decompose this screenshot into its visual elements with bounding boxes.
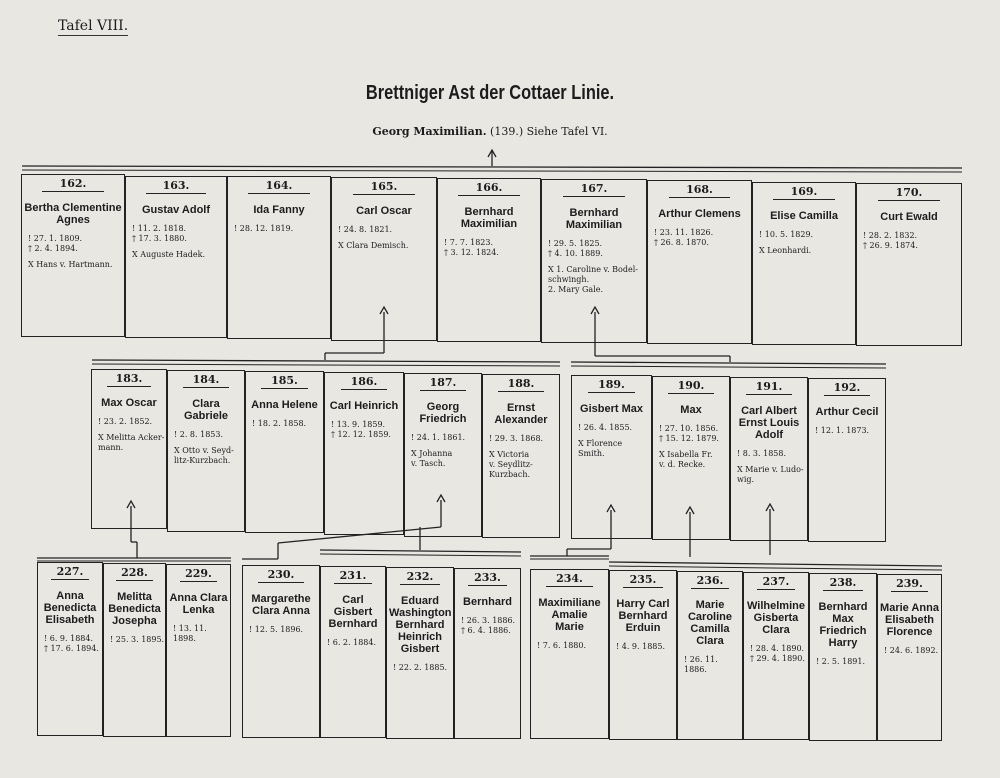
- life-date: ! 13. 11. 1898.: [173, 624, 207, 643]
- person-name: Melitta Benedicta Josepha: [108, 591, 161, 627]
- life-date: † 4. 10. 1889.: [548, 249, 603, 258]
- person-name: Max Oscar: [101, 397, 157, 409]
- person-box: [541, 179, 647, 343]
- person-number: 168.: [669, 183, 731, 198]
- person-box: [404, 373, 482, 537]
- life-date: ! 12. 1. 1873.: [815, 426, 870, 435]
- person-number: 189.: [588, 378, 635, 393]
- person-name: Anna Helene: [251, 399, 318, 411]
- life-date: † 2. 4. 1894.: [28, 244, 78, 253]
- person-number: 239.: [891, 577, 929, 592]
- person-box: [856, 183, 962, 346]
- person-number: 162.: [42, 177, 103, 192]
- person-box: [482, 374, 560, 538]
- person-box: [743, 572, 809, 740]
- person-box: [530, 569, 609, 739]
- person-number: 188.: [498, 377, 544, 392]
- person-number: 235.: [623, 573, 663, 588]
- life-date: † 3. 12. 1824.: [444, 248, 499, 257]
- marriage-note: X Auguste Hadek.: [132, 250, 206, 259]
- person-name: Ernst Alexander: [494, 402, 548, 426]
- person-name: Max: [680, 404, 702, 416]
- marriage-note: X Johanna v. Tasch.: [411, 449, 453, 468]
- person-box: [245, 371, 324, 533]
- life-date: ! 12. 5. 1896.: [249, 625, 304, 634]
- person-name: Maximiliane Amalie Marie: [538, 597, 601, 633]
- person-name: Wilhelmine Gisberta Clara: [747, 600, 805, 636]
- person-name: Arthur Cecil: [815, 406, 879, 418]
- life-date: † 29. 4. 1890.: [750, 654, 805, 663]
- plate-label: Tafel VIII.: [58, 18, 129, 34]
- person-name: Elise Camilla: [770, 210, 838, 222]
- person-name: Bertha Clementine Agnes: [24, 202, 122, 226]
- root-name: Georg Maximilian.: [372, 125, 487, 138]
- person-number: 166.: [458, 181, 519, 196]
- person-number: 183.: [107, 372, 151, 387]
- person-box: [21, 174, 125, 337]
- person-box: [320, 566, 386, 738]
- life-date: ! 29. 3. 1868.: [489, 434, 544, 443]
- person-name: Marie Caroline Camilla Clara: [687, 599, 732, 647]
- life-date: ! 24. 1. 1861.: [411, 433, 466, 442]
- person-number: 236.: [691, 574, 729, 589]
- person-number: 230.: [258, 568, 304, 583]
- person-name: Eduard Washington Bernhard Heinrich Gisbert: [389, 595, 452, 655]
- connector-line: [22, 170, 962, 172]
- life-date: ! 26. 4. 1855.: [578, 423, 633, 432]
- person-name: Georg Friedrich: [419, 401, 467, 425]
- page-title: Brettniger Ast der Cottaer Linie.: [365, 82, 615, 104]
- person-name: Bernhard Maximilian: [565, 207, 623, 231]
- marriage-note: X Melitta Acker- mann.: [98, 433, 165, 452]
- life-date: ! 24. 8. 1821.: [338, 225, 393, 234]
- person-number: 227.: [51, 565, 89, 580]
- life-date: ! 23. 11. 1826.: [654, 228, 714, 237]
- person-number: 186.: [341, 375, 388, 390]
- person-name: Anna Benedicta Elisabeth: [43, 590, 97, 626]
- person-name: Carl Albert Ernst Louis Adolf: [738, 405, 800, 441]
- person-box: [647, 180, 752, 344]
- person-number: 164.: [248, 179, 309, 194]
- life-date: ! 10. 5. 1829.: [759, 230, 814, 239]
- person-number: 234.: [546, 572, 592, 587]
- life-date: ! 28. 4. 1890.: [750, 644, 805, 653]
- person-name: Gustav Adolf: [141, 204, 211, 216]
- person-name: Bernhard Max Friedrich Harry: [818, 601, 868, 649]
- arrow-head: [488, 150, 496, 157]
- person-name: Curt Ewald: [880, 211, 938, 223]
- person-box: [752, 182, 856, 345]
- life-date: ! 2. 8. 1853.: [174, 430, 224, 439]
- person-number: 167.: [563, 182, 625, 197]
- person-number: 232.: [400, 570, 440, 585]
- person-name: Arthur Clemens: [658, 208, 741, 220]
- person-number: 187.: [420, 376, 466, 391]
- person-number: 165.: [353, 180, 415, 195]
- life-date: ! 24. 6. 1892.: [884, 646, 939, 655]
- marriage-note: X Isabella Fr. v. d. Recke.: [659, 450, 713, 469]
- person-number: 184.: [183, 373, 229, 388]
- person-number: 190.: [668, 379, 714, 394]
- person-number: 237.: [757, 575, 795, 590]
- person-box: [242, 565, 320, 738]
- person-number: 228.: [116, 566, 153, 581]
- person-name: Bernhard: [463, 596, 512, 608]
- person-number: 191.: [746, 380, 792, 395]
- life-date: † 6. 4. 1886.: [461, 626, 511, 635]
- life-date: ! 28. 12. 1819.: [234, 224, 294, 233]
- life-date: ! 13. 9. 1859.: [331, 420, 386, 429]
- life-date: † 17. 6. 1894.: [44, 644, 99, 653]
- connector-line: [92, 364, 560, 366]
- person-box: [677, 571, 743, 740]
- person-box: [808, 378, 886, 542]
- life-date: ! 8. 3. 1858.: [737, 449, 787, 458]
- person-number: 192.: [824, 381, 870, 396]
- person-box: [652, 376, 730, 540]
- marriage-note: X Otto v. Seyd- litz-Kurzbach.: [174, 446, 234, 465]
- marriage-note: X Hans v. Hartmann.: [28, 260, 113, 269]
- marriage-note: X 1. Caroline v. Bodel- schwingh. 2. Mary Gale.: [548, 265, 638, 294]
- root-reference: (139.) Siehe Tafel VI.: [490, 125, 608, 138]
- person-box: [324, 372, 404, 535]
- person-box: [437, 178, 541, 342]
- person-number: 163.: [146, 179, 206, 194]
- life-date: † 12. 12. 1859.: [331, 430, 391, 439]
- person-box: [37, 562, 103, 736]
- person-box: [227, 176, 331, 339]
- life-date: ! 6. 9. 1884.: [44, 634, 94, 643]
- life-date: † 26. 9. 1874.: [863, 241, 918, 250]
- life-date: ! 27. 10. 1856.: [659, 424, 719, 433]
- life-date: ! 7. 7. 1823.: [444, 238, 494, 247]
- person-box: [331, 177, 437, 341]
- connector-line: [92, 360, 560, 362]
- life-date: ! 4. 9. 1885.: [616, 642, 666, 651]
- life-date: ! 6. 2. 1884.: [327, 638, 377, 647]
- life-date: ! 7. 6. 1880.: [537, 641, 587, 650]
- person-box: [166, 564, 231, 737]
- root-ancestor: [340, 125, 640, 138]
- life-date: ! 26. 11. 1886.: [684, 655, 718, 674]
- person-name: Harry Carl Bernhard Erduin: [616, 598, 670, 634]
- life-date: † 15. 12. 1879.: [659, 434, 719, 443]
- connector-line: [320, 550, 521, 552]
- person-number: 229.: [180, 567, 218, 582]
- life-date: † 17. 3. 1880.: [132, 234, 187, 243]
- person-number: 233.: [468, 571, 507, 586]
- life-date: † 26. 8. 1870.: [654, 238, 709, 247]
- person-number: 238.: [823, 576, 863, 591]
- person-name: Ida Fanny: [253, 204, 305, 216]
- person-number: 169.: [773, 185, 834, 200]
- marriage-note: X Florence Smith.: [578, 439, 623, 458]
- person-box: [125, 176, 227, 338]
- connector-line: [571, 366, 886, 368]
- life-date: ! 22. 2. 1885.: [393, 663, 448, 672]
- marriage-note: X Marie v. Ludo- wig.: [737, 465, 804, 484]
- person-name: Gisbert Max: [580, 403, 643, 415]
- life-date: ! 18. 2. 1858.: [252, 419, 307, 428]
- person-name: Carl Oscar: [356, 205, 412, 217]
- person-box: [730, 377, 808, 541]
- person-name: Clara Gabriele: [183, 398, 229, 422]
- marriage-note: X Victoria v. Seydlitz- Kurzbach.: [489, 450, 533, 479]
- person-name: Carl Heinrich: [329, 400, 399, 412]
- person-box: [386, 567, 454, 739]
- life-date: ! 29. 5. 1825.: [548, 239, 603, 248]
- person-box: [91, 369, 167, 529]
- person-name: Carl Gisbert Bernhard: [328, 594, 378, 630]
- life-date: ! 28. 2. 1832.: [863, 231, 918, 240]
- person-number: 231.: [334, 569, 372, 584]
- person-name: Marie Anna Elisabeth Florence: [880, 602, 939, 638]
- life-date: ! 25. 3. 1895.: [110, 635, 165, 644]
- life-date: ! 26. 3. 1886.: [461, 616, 516, 625]
- person-box: [103, 563, 166, 737]
- person-box: [454, 568, 521, 739]
- connector-line: [609, 562, 942, 566]
- person-number: 170.: [878, 186, 940, 201]
- life-date: ! 11. 2. 1818.: [132, 224, 187, 233]
- connector-line: [320, 554, 521, 556]
- person-box: [609, 570, 677, 740]
- connector-line: [571, 362, 886, 364]
- person-name: Margarethe Clara Anna: [251, 593, 311, 617]
- person-box: [571, 375, 652, 539]
- life-date: ! 2. 5. 1891.: [816, 657, 866, 666]
- life-date: ! 23. 2. 1852.: [98, 417, 153, 426]
- person-box: [167, 370, 245, 532]
- marriage-note: X Leonhardi.: [759, 246, 812, 255]
- person-box: [809, 573, 877, 741]
- person-box: [877, 574, 942, 741]
- person-number: 185.: [261, 374, 307, 389]
- connector-line: [22, 166, 962, 168]
- life-date: ! 27. 1. 1809.: [28, 234, 83, 243]
- marriage-note: X Clara Demisch.: [338, 241, 409, 250]
- person-name: Anna Clara Lenka: [169, 592, 228, 616]
- person-name: Bernhard Maximilian: [460, 206, 518, 230]
